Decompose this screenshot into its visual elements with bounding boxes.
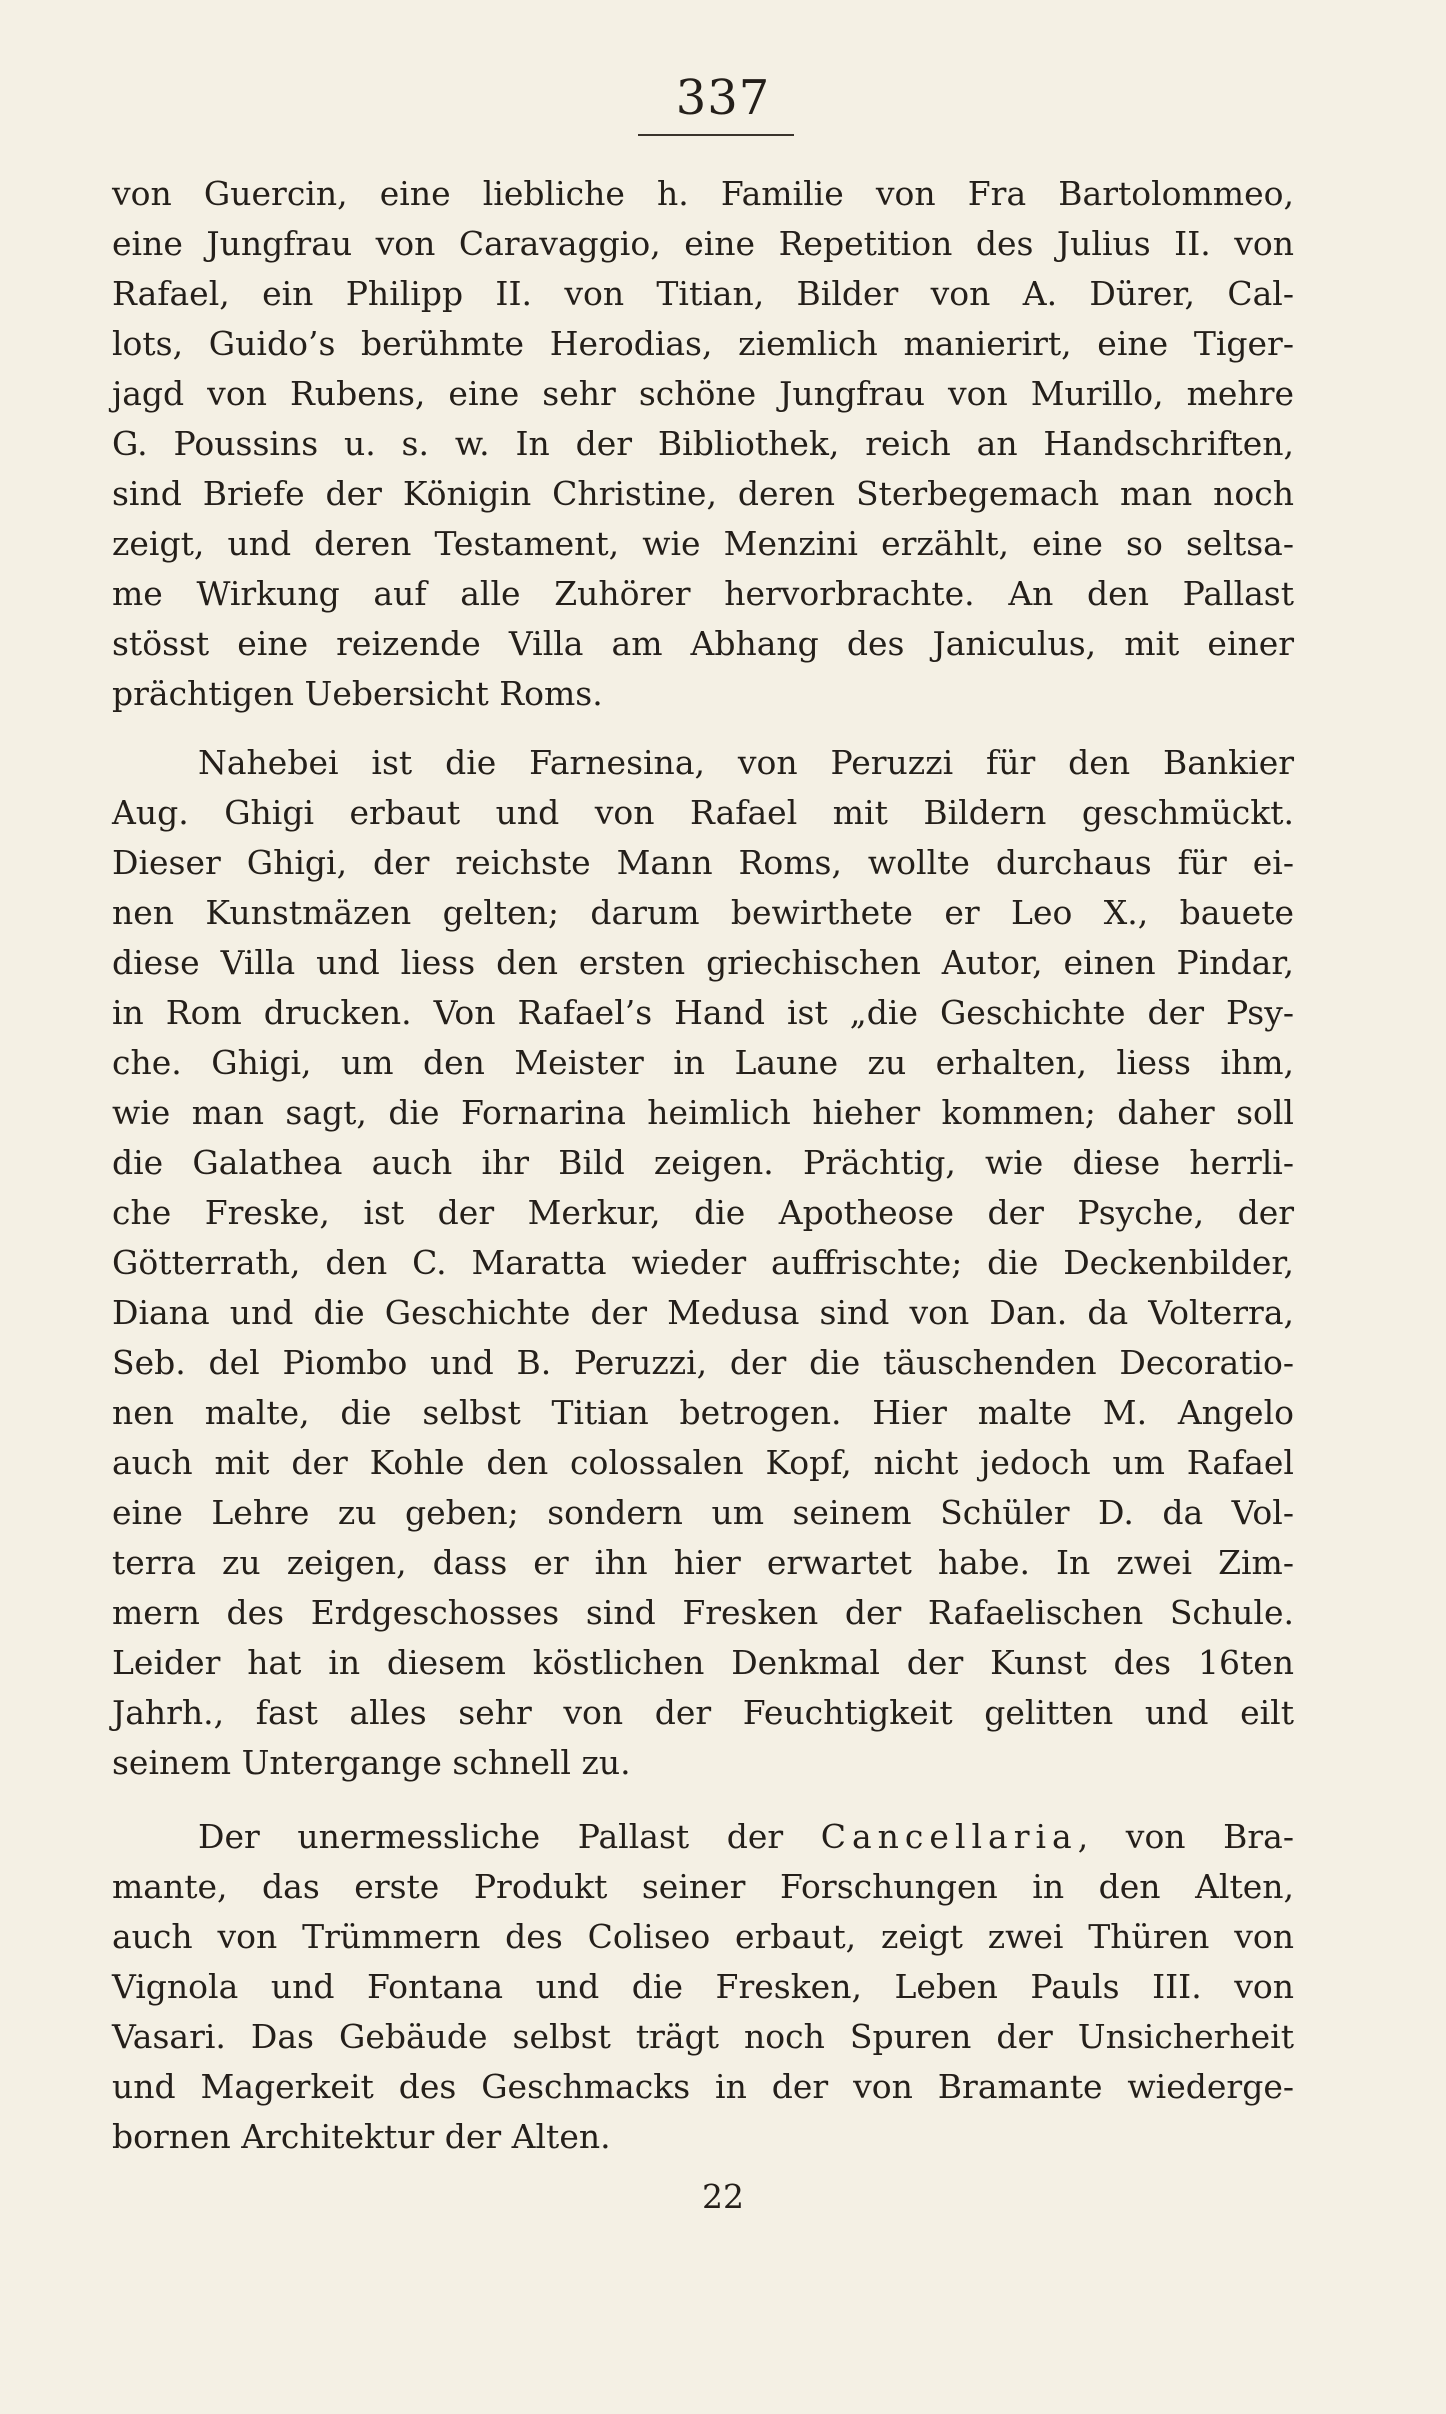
text-line: die Galathea auch ihr Bild zeigen. Prächtig, wie diese herrli-	[112, 1143, 1294, 1182]
text-line: stösst eine reizende Villa am Abhang des Janiculus, mit einer	[112, 624, 1294, 663]
text-line: Vignola und Fontana und die Fresken, Leben Pauls III. von	[112, 1967, 1294, 2006]
signature-mark: 22	[702, 2177, 744, 2216]
text-line: eine Lehre zu geben; sondern um seinem Schüler D. da Vol-	[112, 1493, 1294, 1532]
text-line: mante, das erste Produkt seiner Forschungen in den Alten,	[112, 1867, 1294, 1906]
text-line: Dieser Ghigi, der reichste Mann Roms, wollte durchaus für ei-	[112, 843, 1294, 882]
text-line: nen malte, die selbst Titian betrogen. Hier malte M. Angelo	[112, 1393, 1294, 1432]
text-line: Aug. Ghigi erbaut und von Rafael mit Bildern geschmückt.	[112, 793, 1294, 832]
text-line: diese Villa und liess den ersten griechischen Autor, einen Pindar,	[112, 943, 1294, 982]
text-line: in Rom drucken. Von Rafael’s Hand ist „die Geschichte der Psy-	[112, 993, 1294, 1032]
paragraph-3	[112, 1812, 1294, 2162]
text-segment: , von Bra-	[1077, 1817, 1294, 1856]
text-line: eine Jungfrau von Caravaggio, eine Repetition des Julius II. von	[112, 224, 1294, 263]
text-line: von Guercin, eine liebliche h. Familie von Fra Bartolommeo,	[112, 174, 1294, 213]
text-line: Leider hat in diesem köstlichen Denkmal der Kunst des 16ten	[112, 1643, 1294, 1682]
text-line: che. Ghigi, um den Meister in Laune zu erhalten, liess ihm,	[112, 1043, 1294, 1082]
text-line: Nahebei ist die Farnesina, von Peruzzi für den Bankier	[198, 743, 1294, 782]
text-line: und Magerkeit des Geschmacks in der von Bramante wiederge-	[112, 2067, 1294, 2106]
text-line: terra zu zeigen, dass er ihn hier erwartet habe. In zwei Zim-	[112, 1543, 1294, 1582]
text-line: nen Kunstmäzen gelten; darum bewirthete er Leo X., bauete	[112, 893, 1294, 932]
text-line	[112, 1812, 1294, 1862]
text-line: prächtigen Uebersicht Roms.	[112, 674, 603, 713]
paragraph-2	[112, 738, 1294, 1788]
text-line: wie man sagt, die Fornarina heimlich hieher kommen; daher soll	[112, 1093, 1294, 1132]
page-number-rule	[638, 134, 794, 136]
text-line: Diana und die Geschichte der Medusa sind von Dan. da Volterra,	[112, 1293, 1294, 1332]
page-number: 337	[675, 70, 771, 126]
text-line: Götterrath, den C. Maratta wieder auffrischte; die Deckenbilder,	[112, 1243, 1294, 1282]
text-line: auch mit der Kohle den colossalen Kopf, nicht jedoch um Rafael	[112, 1443, 1294, 1482]
text-line: seinem Untergange schnell zu.	[112, 1743, 631, 1782]
text-line: lots, Guido’s berühmte Herodias, ziemlich manierirt, eine Tiger-	[112, 324, 1294, 363]
text-line: auch von Trümmern des Coliseo erbaut, zeigt zwei Thüren von	[112, 1917, 1294, 1956]
text-line: bornen Architektur der Alten.	[112, 2117, 611, 2156]
paragraph-1	[112, 169, 1294, 719]
text-line: Seb. del Piombo und B. Peruzzi, der die täuschenden Decoratio-	[112, 1343, 1294, 1382]
text-segment: Der unermessliche Pallast der	[198, 1817, 821, 1856]
spaced-name-cancellaria: Cancellaria	[820, 1817, 1078, 1856]
text-line: G. Poussins u. s. w. In der Bibliothek, reich an Handschriften,	[112, 424, 1294, 463]
text-line: zeigt, und deren Testament, wie Menzini erzählt, eine so seltsa-	[112, 524, 1294, 563]
text-line: jagd von Rubens, eine sehr schöne Jungfrau von Murillo, mehre	[112, 374, 1294, 413]
text-line: Jahrh., fast alles sehr von der Feuchtigkeit gelitten und eilt	[112, 1693, 1294, 1732]
text-line: sind Briefe der Königin Christine, deren Sterbegemach man noch	[112, 474, 1294, 513]
text-line: me Wirkung auf alle Zuhörer hervorbrachte. An den Pallast	[112, 574, 1294, 613]
text-line: che Freske, ist der Merkur, die Apotheose der Psyche, der	[112, 1193, 1294, 1232]
text-line: Rafael, ein Philipp II. von Titian, Bilder von A. Dürer, Cal-	[112, 274, 1294, 313]
text-line: Vasari. Das Gebäude selbst trägt noch Spuren der Unsicherheit	[112, 2017, 1294, 2056]
text-line: mern des Erdgeschosses sind Fresken der Rafaelischen Schule.	[112, 1593, 1294, 1632]
